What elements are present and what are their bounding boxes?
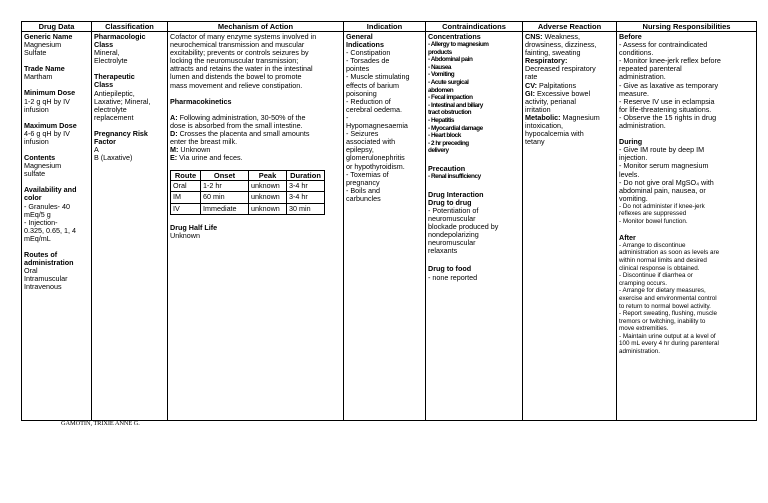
after-line: administration. bbox=[619, 348, 660, 356]
pharmacologic-class-label: Class bbox=[94, 40, 114, 50]
contraindication-item: - 2 hr preceding bbox=[428, 139, 469, 147]
contraindication-item: - Vomiting bbox=[428, 71, 455, 79]
indication-item: - Reduction of bbox=[346, 96, 391, 106]
indication-cell bbox=[344, 32, 426, 421]
mechanism-line: locking the neuromuscular transmission; bbox=[170, 56, 299, 66]
contraindication-item: - Abdominal pain bbox=[428, 56, 473, 64]
mechanism-line: mass movement and relieve constipation. bbox=[170, 80, 303, 90]
therapeutic-class-line: electrolyte bbox=[94, 104, 127, 114]
indication-item: - Toxemias of bbox=[346, 169, 389, 179]
metabolic-label: Metabolic: bbox=[525, 112, 561, 122]
indication-item: - Seizures bbox=[346, 129, 379, 139]
indication-item: - Muscle stimulating bbox=[346, 72, 410, 82]
contraindication-item: - Nausea bbox=[428, 63, 452, 71]
route-table-row bbox=[171, 181, 325, 192]
before-line: for life-threatening situations. bbox=[619, 104, 712, 114]
route-table-cell: 3-4 hr bbox=[287, 192, 325, 203]
before-label: Before bbox=[619, 32, 642, 41]
mechanism-line: lumen and distends the bowel to promote bbox=[170, 72, 302, 82]
trade-name: Martham bbox=[24, 72, 53, 82]
route-table-cell: IM bbox=[171, 192, 201, 203]
metabolic-text: tetany bbox=[525, 137, 545, 147]
trade-name-label: Trade Name bbox=[24, 64, 65, 74]
after-line: within normal limits and desired bbox=[619, 256, 707, 264]
route-table-cell: unknown bbox=[249, 192, 287, 203]
author-name: GAMOTIN, TRIXIE ANNE G. bbox=[61, 420, 140, 427]
generic-name-line: Sulfate bbox=[24, 48, 47, 58]
contents-label: Contents bbox=[24, 153, 56, 163]
before-line: - Monitor knee-jerk reflex before bbox=[619, 56, 721, 66]
metabolism-label: M: bbox=[170, 145, 179, 155]
before-line: administration. bbox=[619, 121, 666, 131]
pharmacologic-class-line: Electrolyte bbox=[94, 56, 128, 66]
interaction-line: neuromuscular bbox=[428, 213, 476, 223]
mechanism-line: excitability; prevents or controls seizures by bbox=[170, 48, 309, 58]
after-line: - Maintain urine output at a level of bbox=[619, 332, 716, 340]
gi-label: GI: bbox=[525, 88, 535, 98]
respiratory-text: rate bbox=[525, 72, 538, 82]
excretion-text: Via urine and feces. bbox=[177, 153, 243, 163]
interaction-line: nondepolarizing bbox=[428, 230, 479, 240]
contraindication-item: products bbox=[428, 48, 452, 56]
respiratory-label: Respiratory: bbox=[525, 56, 568, 66]
indication-item: - bbox=[346, 112, 349, 122]
excretion-line bbox=[170, 154, 341, 162]
indication-item: epilepsy, bbox=[346, 145, 374, 155]
route-table-cell: 1-2 hr bbox=[201, 181, 249, 192]
during-small-line: - Do not administer if knee-jerk bbox=[619, 202, 705, 210]
therapeutic-class-line: Antiepileptic, bbox=[94, 88, 135, 98]
mechanism-line: neurochemical transmission and muscular bbox=[170, 40, 305, 50]
absorption-label: A: bbox=[170, 112, 178, 122]
contents-line: Magnesium bbox=[24, 161, 62, 171]
adverse-reaction-cell bbox=[523, 32, 617, 421]
after-label: After bbox=[619, 232, 636, 242]
before-line: measure. bbox=[619, 88, 649, 98]
after-line: move extremities. bbox=[619, 325, 669, 333]
mechanism-line: Cofactor of many enzyme systems involved in bbox=[170, 32, 317, 41]
interaction-line: blockade produced by bbox=[428, 222, 499, 232]
route-table-cell: unknown bbox=[249, 181, 287, 192]
distribution-text: enter the breast milk. bbox=[170, 137, 238, 147]
content-row bbox=[22, 32, 757, 421]
respiratory-text: Decreased respiratory bbox=[525, 64, 596, 74]
availability-line: - Granules- 40 bbox=[24, 201, 70, 211]
contraindication-item: tract obstruction bbox=[428, 109, 472, 117]
contraindication-item: - Intestinal and biliary bbox=[428, 101, 483, 109]
contraindication-item: delivery bbox=[428, 147, 449, 155]
cns-text: fainting, sweating bbox=[525, 48, 581, 58]
precaution-label: Precaution bbox=[428, 164, 466, 173]
mechanism-cell bbox=[168, 32, 344, 421]
route-item: Oral bbox=[24, 266, 38, 276]
cns-text: drowsiness, dizziness, bbox=[525, 40, 597, 50]
metabolic-text: intoxication, bbox=[525, 121, 563, 131]
excretion-label: E: bbox=[170, 153, 178, 163]
indication-item: glomerulonephritis bbox=[346, 153, 405, 163]
contraindication-item: - Acute surgical bbox=[428, 79, 469, 87]
classification-cell bbox=[92, 32, 168, 421]
header-row bbox=[22, 22, 757, 32]
pregnancy-risk-line: B (Laxative) bbox=[94, 153, 133, 163]
during-small-line: reflexes are suppressed bbox=[619, 210, 687, 218]
minimum-dose-line: infusion bbox=[24, 104, 49, 114]
before-line: - Reserve IV use in eclampsia bbox=[619, 96, 715, 106]
cns-text: Weakness, bbox=[542, 32, 580, 41]
during-line: - Monitor serum magnesium bbox=[619, 161, 709, 171]
pregnancy-risk-label: Pregnancy Risk bbox=[94, 128, 148, 138]
after-line: 100 mL every 4 hr during parenteral bbox=[619, 340, 719, 348]
drug-to-food-label: Drug to food bbox=[428, 264, 472, 274]
routes-label: administration bbox=[24, 258, 74, 268]
drug-to-drug-label: Drug to drug bbox=[428, 197, 472, 207]
indication-item: poisoning bbox=[346, 88, 377, 98]
metabolism-text: Unknown bbox=[178, 145, 211, 155]
during-line: injection. bbox=[619, 153, 648, 163]
distribution-text: Crosses the placenta and small amounts bbox=[177, 128, 310, 138]
maximum-dose-line: infusion bbox=[24, 136, 49, 146]
contents-line: sulfate bbox=[24, 169, 46, 179]
interaction-line: neuromuscular bbox=[428, 238, 476, 248]
duration-col-header: Duration bbox=[287, 171, 325, 181]
route-table-cell: 3-4 hr bbox=[287, 181, 325, 192]
header-adverse-reaction: Adverse Reaction bbox=[523, 22, 617, 32]
therapeutic-class-line: Laxative; Mineral, bbox=[94, 96, 151, 106]
header-contraindications: Contraindications bbox=[426, 22, 523, 32]
cv-label: CV: bbox=[525, 80, 537, 90]
generic-name-label: Generic Name bbox=[24, 32, 73, 41]
contraindication-item: - Allergy to magnesium bbox=[428, 41, 489, 49]
indications-label: General bbox=[346, 32, 373, 41]
after-line: to return to normal bowel activity. bbox=[619, 302, 711, 310]
availability-label: Availability and bbox=[24, 185, 77, 195]
header-classification: Classification bbox=[92, 22, 168, 32]
indication-item: - Boils and bbox=[346, 185, 380, 195]
contraindication-item: - Myocardial damage bbox=[428, 124, 483, 132]
contraindication-item: abdomen bbox=[428, 86, 454, 94]
half-life-label: Drug Half Life bbox=[170, 222, 218, 232]
gi-text: Excessive bowel bbox=[534, 88, 591, 98]
pharmacologic-class-label: Pharmacologic bbox=[94, 32, 146, 41]
during-line: vomiting. bbox=[619, 193, 648, 203]
indication-item: cerebral oedema. bbox=[346, 104, 402, 114]
before-line: - Assess for contraindicated bbox=[619, 40, 708, 50]
after-line: - Discontinue if diarrhea or bbox=[619, 272, 693, 280]
contraindications-cell bbox=[426, 32, 523, 421]
therapeutic-class-label: Therapeutic bbox=[94, 72, 135, 82]
before-line: - Observe the 15 rights in drug bbox=[619, 112, 717, 122]
cv-text: Palpitations bbox=[536, 80, 577, 90]
contraindication-item: - Heart block bbox=[428, 132, 461, 140]
mechanism-line: attracts and retains the water in the intestinal bbox=[170, 64, 313, 74]
contraindication-item: - Fecal impaction bbox=[428, 94, 473, 102]
pregnancy-risk-label: Factor bbox=[94, 137, 116, 147]
before-line: conditions. bbox=[619, 48, 654, 58]
indications-label: Indications bbox=[346, 40, 384, 50]
before-line: administration. bbox=[619, 72, 666, 82]
header-mechanism: Mechanism of Action bbox=[168, 22, 344, 32]
route-item: Intramuscular bbox=[24, 274, 68, 284]
during-line: - Do not give oral MgSO₄ with bbox=[619, 177, 714, 187]
absorption-text: dose is absorbed from the small intestine. bbox=[170, 120, 303, 130]
route-table-cell: 30 min bbox=[287, 203, 325, 214]
route-table-cell: IV bbox=[171, 203, 201, 214]
availability-label: color bbox=[24, 193, 42, 203]
half-life-value: Unknown bbox=[170, 230, 200, 240]
indication-item: Hypomagnesaemia bbox=[346, 121, 408, 131]
metabolic-text: Magnesium bbox=[560, 112, 600, 122]
indication-item: pointes bbox=[346, 64, 370, 74]
interaction-line: relaxants bbox=[428, 246, 458, 256]
during-line: abdominal pain, nausea, or bbox=[619, 185, 706, 195]
header-indication: Indication bbox=[344, 22, 426, 32]
after-line: clinical response is obtained. bbox=[619, 264, 700, 272]
after-line: - Report sweating, flushing, muscle bbox=[619, 310, 717, 318]
indication-item: or hypothyroidism. bbox=[346, 161, 405, 171]
during-small-line: - Monitor bowel function. bbox=[619, 218, 688, 226]
pharmacologic-class-line: Mineral, bbox=[94, 48, 120, 58]
during-line: - Give IM route by deep IM bbox=[619, 145, 705, 155]
minimum-dose-label: Minimum Dose bbox=[24, 88, 76, 98]
absorption-text: Following administration, 30-50% of the bbox=[177, 112, 306, 122]
before-line: repeated parenteral bbox=[619, 64, 682, 74]
pregnancy-risk-line: A bbox=[94, 145, 99, 155]
maximum-dose-label: Maximum Dose bbox=[24, 120, 77, 130]
indication-item: - Torsades de bbox=[346, 56, 390, 66]
after-line: tremors or twitching, inability to bbox=[619, 317, 706, 325]
availability-line: mEq/mL bbox=[24, 233, 51, 243]
pharmacokinetics-label: Pharmacokinetics bbox=[170, 96, 232, 106]
peak-col-header: Peak bbox=[249, 171, 287, 181]
minimum-dose-line: 1-2 g qH by IV bbox=[24, 96, 70, 106]
metabolic-text: hypocalcemia with bbox=[525, 129, 584, 139]
indication-item: effects of barium bbox=[346, 80, 400, 90]
onset-col-header: Onset bbox=[201, 171, 249, 181]
therapeutic-class-label: Class bbox=[94, 80, 114, 90]
route-table-cell: Oral bbox=[171, 181, 201, 192]
indication-item: associated with bbox=[346, 137, 396, 147]
drug-interaction-label: Drug Interaction bbox=[428, 189, 484, 199]
during-line: levels. bbox=[619, 169, 640, 179]
route-item: Intravenous bbox=[24, 282, 62, 292]
indication-item: - Constipation bbox=[346, 48, 391, 58]
before-line: - Give as laxative as temporary bbox=[619, 80, 719, 90]
route-table-header bbox=[171, 171, 325, 181]
header-nursing-responsibilities: Nursing Responsibilities bbox=[617, 22, 757, 32]
maximum-dose-line: 4-6 g qH by IV bbox=[24, 128, 70, 138]
after-line: administration as soon as levels are bbox=[619, 249, 720, 257]
during-label: During bbox=[619, 137, 643, 147]
distribution-label: D: bbox=[170, 128, 178, 138]
route-table-cell: 60 min bbox=[201, 192, 249, 203]
route-table-row bbox=[171, 192, 325, 203]
precaution-item: - Renal insufficiency bbox=[428, 173, 481, 181]
contraindication-item: - Hepatitis bbox=[428, 117, 454, 125]
indication-item: carbuncles bbox=[346, 193, 381, 203]
drug-data-cell bbox=[22, 32, 92, 421]
generic-name-line: Magnesium bbox=[24, 40, 62, 50]
after-line: cramping occurs. bbox=[619, 279, 667, 287]
after-line: - Arrange to discontinue bbox=[619, 241, 686, 249]
gi-text: irritation bbox=[525, 104, 551, 114]
interaction-line: - Potentiation of bbox=[428, 205, 479, 215]
therapeutic-class-line: replacement bbox=[94, 112, 134, 122]
route-onset-table bbox=[170, 170, 325, 214]
routes-label: Routes of bbox=[24, 249, 58, 259]
route-table-row bbox=[171, 203, 325, 214]
after-line: exercise and environmental control bbox=[619, 294, 717, 302]
availability-line: mEq/5 g bbox=[24, 209, 51, 219]
availability-line: - Injection- bbox=[24, 217, 58, 227]
drug-study-table bbox=[21, 21, 757, 421]
route-table-cell: Immediate bbox=[201, 203, 249, 214]
nursing-responsibilities-cell bbox=[617, 32, 757, 421]
after-line: - Arrange for dietary measures, bbox=[619, 287, 706, 295]
drug-to-food-line: - none reported bbox=[428, 272, 478, 282]
concentrations-label: Concentrations bbox=[428, 32, 481, 41]
route-table-cell: unknown bbox=[249, 203, 287, 214]
cns-label: CNS: bbox=[525, 32, 543, 41]
gi-text: activity, perianal bbox=[525, 96, 576, 106]
header-drug-data: Drug Data bbox=[22, 22, 92, 32]
route-col-header: Route bbox=[171, 171, 201, 181]
indication-item: pregnancy bbox=[346, 177, 380, 187]
availability-line: 0.325, 0.65, 1, 4 bbox=[24, 225, 76, 235]
